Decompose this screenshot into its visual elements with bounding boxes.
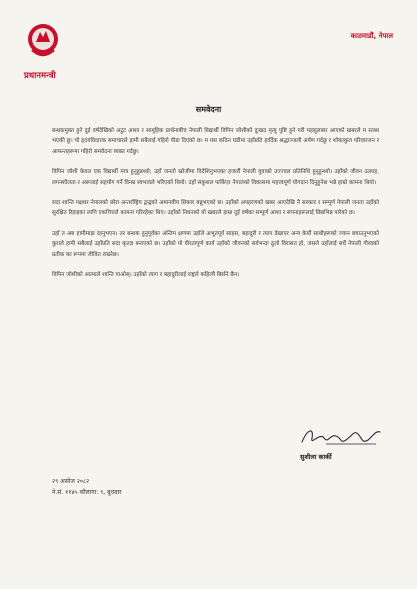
date-block xyxy=(52,476,122,498)
paragraph: विपिन जोशीको आत्माले शान्ति पाओस्। उहाँको त्याग र बहादुरीलाई राष्ट्रले कहिल्यै बिर्सने छैन। xyxy=(52,272,240,279)
office-title: प्रधानमन्त्री xyxy=(24,71,56,81)
handwritten-signature-icon xyxy=(296,424,386,450)
paragraph: बन्धकमुक्त हुने दुई वर्षदेखिको अटुट आशा र सामूहिक प्रार्थनाबीच नेपाली विद्यार्थी विपिन जोशीको दुःखद मृत्यु पुष्टि हुने गरी महसुलबार आएको खबरले म स्तब्ध भएकी छु। यो हृदयविदारक समाचारले हामी सबैलाई गहिरो पीडा दिएको छ। म यस कठिन घडीमा उहाँप्रति हार्दिक श्रद्धाञ्जली अर्पण गर्दछु र शोकाकुल परिवारजन र आफन्तहरूमा गहिरो समवेदना व्यक्त गर्दछु। xyxy=(52,128,379,155)
nepal-emblem-icon xyxy=(26,20,60,62)
letter-body xyxy=(52,126,379,290)
paragraph: विपिन जोशी केवल एक विद्यार्थी मात्र हुनुहुन्नथ्यो; उहाँ जनतो खोजीमा विदेशिनुभएका हजारौं नेपाली युवाको उज्ज्वल प्रतिनिधि हुनुहुन्थ्यो। उहाँको जीवन उत्साह, लगनशीलता र अरूलाई सहयोग गर्ने विनम्र स्वभावले भरिएको थियो। उहाँ सकुशल फर्किएर नेपालको विकासमा महत्त्वपूर्ण योगदान दिनुहुनेछ भन्ने हाम्रो कामना थियो। xyxy=(52,169,379,186)
letter-title: समवेदना xyxy=(195,105,222,114)
date-line-2: ने.सं. ११४५ कौलागा: ९, बुधवार xyxy=(52,489,122,496)
date-line-1: २९ असोज २०८२ xyxy=(52,478,90,485)
signatory-name: सुशीला कार्की xyxy=(300,453,332,461)
paragraph: सदा शान्ति पक्षधर नेपालको छोरा अन्तर्राष्ट्रिय द्वन्द्वको अमानवीय सिकार बन्नुभएको छ। उहाँको अपहरणको खबर आएदेखि नै सरकार र सम्पूर्ण नेपाली जनता उहाँको सुरक्षित रिहाइका लागि एकचित्तले कामना गरिरहेका थिए। उहाँको निधनको यो खबरले हाम्रा दुई वर्षका सम्पूर्ण आशा र सपनाहरूलाई छिन्नभिन्न पारेको छ। xyxy=(52,200,379,217)
paragraph: उहाँ त अब हामीमाझ रहनुभएन। तर बन्धक हुनुपूर्वका अन्तिम क्षणमा उहाँले अभूतपूर्व साहस, बहादुरी र त्याग देखाएर अन्य केयौं साथीहरूको ज्यान बचाउनुभएको कुराले हामी सबैलाई उहाँप्रति सदा कृतज्ञ बनाएको छ। उहाँको यो वीरतापूर्ण कार्य उहाँको जीवनको सर्वभन्दा ठूलो विरासत हो, जसले उहाँलाई सधैं नेपाली गौरवको प्रतीक का रूपमा जीवित राख्नेछ। xyxy=(52,230,379,258)
place-label: काठमाडौं, नेपाल xyxy=(350,32,393,40)
